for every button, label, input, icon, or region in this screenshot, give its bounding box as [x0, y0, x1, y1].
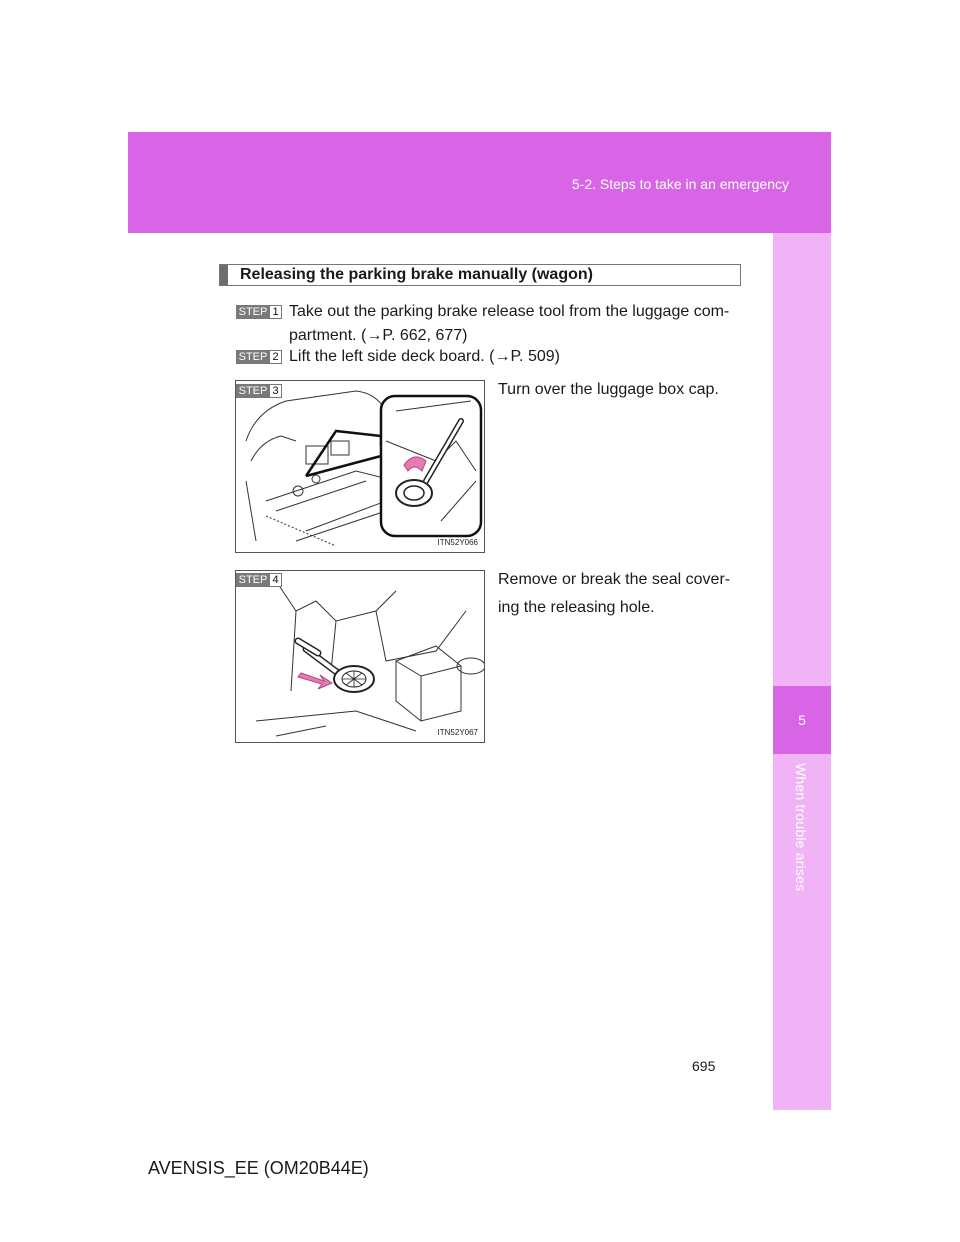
- step-number: 2: [269, 351, 281, 363]
- step-3-figure: [235, 380, 485, 553]
- step-number: 3: [269, 385, 281, 397]
- step-label: STEP: [238, 385, 268, 397]
- section-heading: [219, 264, 741, 286]
- step-4-figure: [235, 570, 485, 743]
- step-4-line-2: ing the releasing hole.: [498, 599, 655, 616]
- step-3-line-1: Turn over the luggage box cap.: [498, 381, 719, 398]
- step-4-text: [498, 566, 730, 622]
- step-1-line-2: partment. (→P. 662, 677): [289, 327, 468, 344]
- step-label: STEP: [238, 306, 268, 318]
- page-number: 695: [692, 1058, 716, 1074]
- step-number: 4: [269, 574, 281, 586]
- chapter-label: When trouble arises: [793, 763, 809, 892]
- step-4-line-1: Remove or break the seal cover-: [498, 571, 731, 588]
- step-badge-4: [236, 573, 282, 587]
- figure-code: ITN52Y066: [437, 538, 478, 547]
- footer-model: AVENSIS_EE (OM20B44E): [148, 1158, 369, 1178]
- chapter-number: 5: [773, 686, 831, 754]
- luggage-box-cap-illustration: [236, 381, 484, 552]
- releasing-hole-illustration: [236, 571, 484, 742]
- step-badge-3: [236, 384, 282, 398]
- step-2-text: [289, 345, 560, 369]
- header-band: [128, 132, 831, 233]
- step-label: STEP: [238, 574, 268, 586]
- step-2-line-1: Lift the left side deck board. (→P. 509): [289, 348, 560, 365]
- step-label: STEP: [238, 351, 268, 363]
- step-badge-1: [236, 305, 282, 319]
- heading-text: Releasing the parking brake manually (wagon): [240, 266, 593, 283]
- step-1-text: [289, 300, 729, 348]
- step-number: 1: [269, 306, 281, 318]
- section-title: 5-2. Steps to take in an emergency: [571, 176, 789, 192]
- figure-code: ITN52Y067: [437, 728, 478, 737]
- heading-bar: [220, 265, 228, 285]
- chapter-tab: [773, 233, 831, 1110]
- step-1-line-1: Take out the parking brake release tool from the luggage com-: [289, 303, 730, 320]
- step-badge-2: [236, 350, 282, 364]
- step-3-text: [498, 378, 719, 402]
